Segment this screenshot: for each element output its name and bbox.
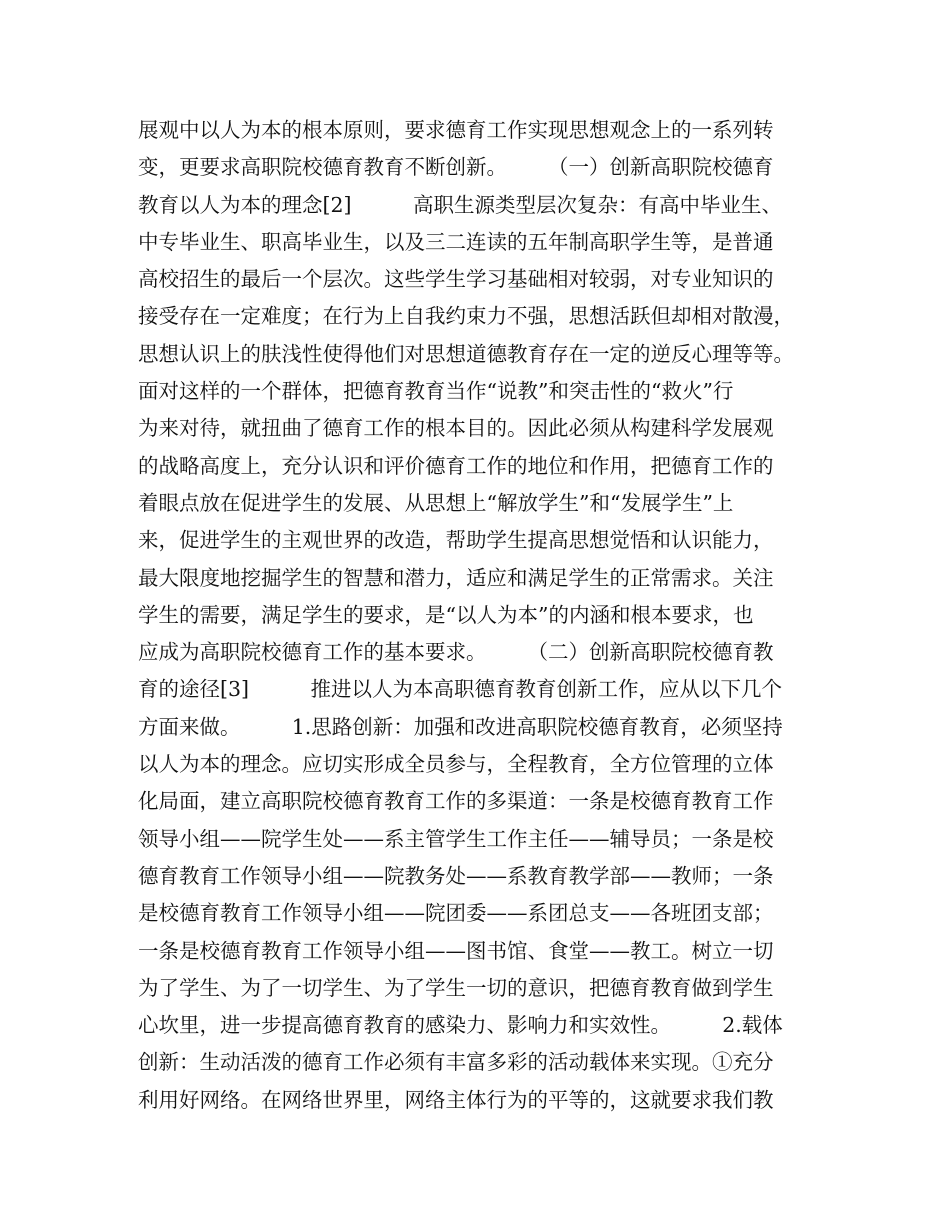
text-line: 为来对待，就扭曲了德育工作的根本目的。因此必须从构建科学发展观	[138, 416, 774, 441]
text-line: 中专毕业生、职高毕业生，以及三二连读的五年制高职学生等，是普通	[138, 229, 774, 254]
text-line: 心坎里，进一步提高德育教育的感染力、影响力和实效性。 2.载体	[138, 1013, 783, 1038]
text-line: 来，促进学生的主观世界的改造，帮助学生提高思想觉悟和认识能力，	[138, 528, 774, 553]
text-line: 以人为本的理念。应切实形成全员参与，全程教育，全方位管理的立体	[138, 752, 774, 777]
text-line: 应成为高职院校德育工作的基本要求。 （二）创新高职院校德育教	[138, 640, 774, 665]
text-line: 展观中以人为本的根本原则，要求德育工作实现思想观念上的一系列转	[138, 118, 774, 142]
text-line: 的战略高度上，充分认识和评价德育工作的地位和作用，把德育工作的	[138, 453, 774, 478]
text-line: 面对这样的一个群体，把德育教育当作“说教”和突击性的“救火”行	[138, 379, 734, 404]
text-line: 教育以人为本的理念[2] 高职生源类型层次复杂：有高中毕业生、	[138, 192, 783, 217]
text-line: 利用好网络。在网络世界里，网络主体行为的平等的，这就要求我们教	[138, 1087, 774, 1112]
text-line: 领导小组——院学生处——系主管学生工作主任——辅导员；一条是校	[138, 826, 774, 851]
text-line: 接受存在一定难度；在行为上自我约束力不强，思想活跃但却相对散漫，	[138, 304, 794, 329]
text-line: 为了学生、为了一切学生、为了学生一切的意识，把德育教育做到学生	[138, 975, 774, 1000]
text-line: 是校德育教育工作领导小组——院团委——系团总支——各班团支部；	[138, 901, 774, 926]
text-line: 方面来做。 1.思路创新：加强和改进高职院校德育教育，必须坚持	[138, 714, 783, 739]
text-line: 变，更要求高职院校德育教育不断创新。 （一）创新高职院校德育	[138, 155, 774, 180]
text-line: 高校招生的最后一个层次。这些学生学习基础相对较弱，对专业知识的	[138, 267, 774, 292]
text-line: 最大限度地挖掘学生的智慧和潜力，适应和满足学生的正常需求。关注	[138, 565, 774, 590]
text-line: 创新：生动活泼的德育工作必须有丰富多彩的活动载体来实现。①充分	[138, 1050, 774, 1075]
text-line: 着眼点放在促进学生的发展、从思想上“解放学生”和“发展学生”上	[138, 490, 734, 515]
text-line: 化局面，建立高职院校德育教育工作的多渠道：一条是校德育教育工作	[138, 789, 774, 814]
body-text	[138, 112, 828, 1119]
text-line: 德育教育工作领导小组——院教务处——系教育教学部——教师；一条	[138, 863, 774, 888]
text-line: 学生的需要，满足学生的要求，是“以人为本”的内涵和根本要求，也	[138, 602, 754, 627]
text-line: 育的途径[3] 推进以人为本高职德育教育创新工作，应从以下几个	[138, 677, 783, 702]
text-line: 一条是校德育教育工作领导小组——图书馆、食堂——教工。树立一切	[138, 938, 774, 963]
text-line: 思想认识上的肤浅性使得他们对思想道德教育存在一定的逆反心理等等。	[138, 341, 794, 366]
